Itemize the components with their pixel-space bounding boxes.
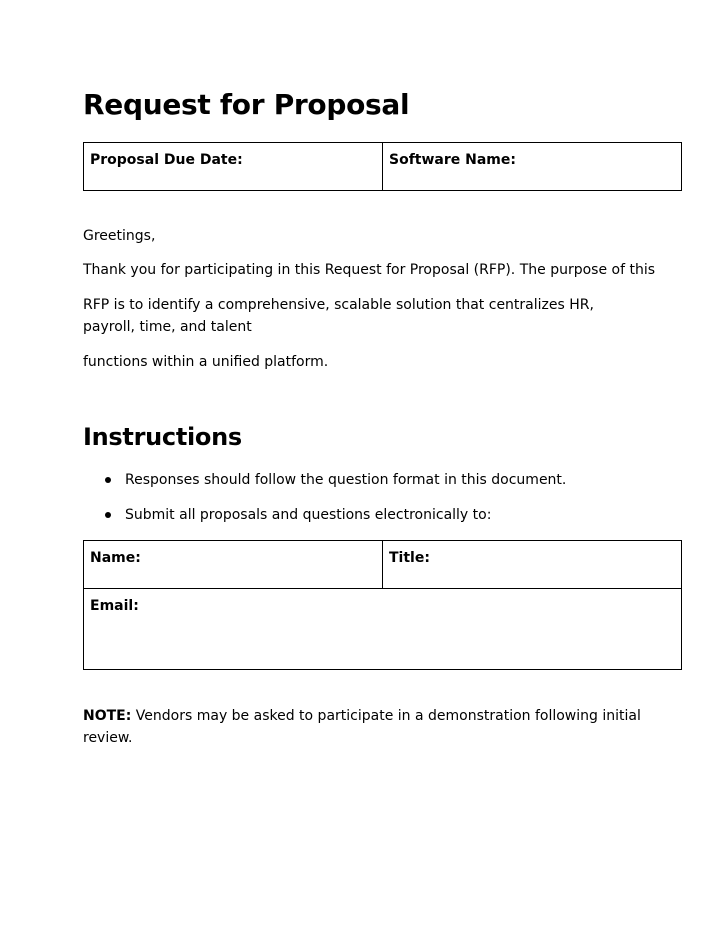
intro-paragraph-2: RFP is to identify a comprehensive, scalable solution that centralizes HR, payroll, time, and talent (83, 297, 594, 335)
list-item (83, 469, 643, 491)
bullet-dot-icon (105, 512, 111, 518)
greeting-text: Greetings, (83, 228, 156, 244)
note-label: NOTE: (83, 708, 132, 724)
contact-table (83, 540, 682, 670)
due-date-label: Proposal Due Date: (90, 152, 243, 168)
software-name-label: Software Name: (389, 152, 516, 168)
software-name-field[interactable] (383, 143, 682, 191)
instructions-heading: Instructions (83, 423, 242, 451)
page-title: Request for Proposal (83, 88, 410, 121)
name-field[interactable] (84, 541, 383, 589)
intro-paragraph-3: functions within a unified platform. (83, 354, 329, 370)
list-item-text: Submit all proposals and questions electronically to: (125, 507, 492, 523)
proposal-info-table (83, 142, 682, 191)
email-field[interactable] (84, 589, 682, 670)
note-paragraph (83, 705, 643, 749)
due-date-field[interactable] (84, 143, 383, 191)
intro-paragraph-1: Thank you for participating in this Request for Proposal (RFP). The purpose of this (83, 262, 656, 278)
name-label: Name: (90, 550, 141, 566)
list-item-text: Responses should follow the question format in this document. (125, 472, 567, 488)
bullet-dot-icon (105, 477, 111, 483)
title-field[interactable] (383, 541, 682, 589)
note-text: Vendors may be asked to participate in a demonstration following initial review. (83, 708, 641, 746)
email-label: Email: (90, 598, 139, 614)
title-label: Title: (389, 550, 430, 566)
list-item (83, 504, 643, 526)
instructions-list (83, 469, 643, 539)
